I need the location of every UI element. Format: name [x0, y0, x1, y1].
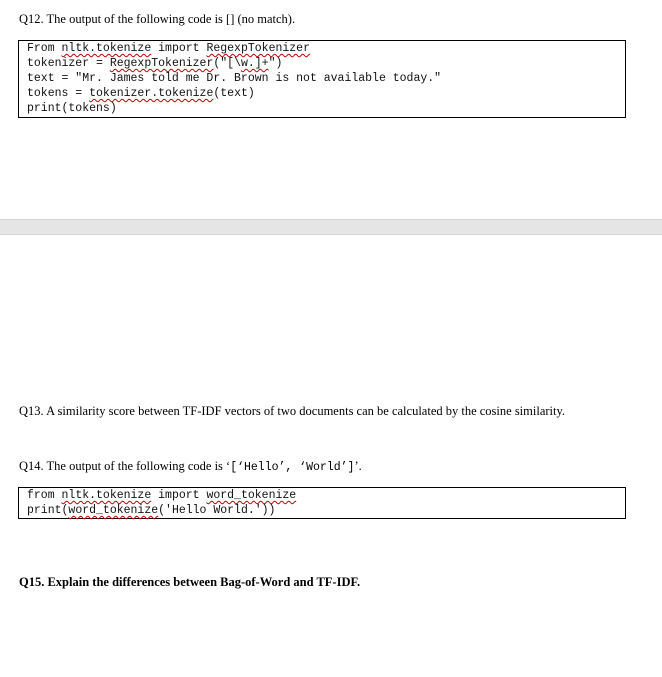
- code-block-q14: [18, 487, 626, 519]
- code-line-1: From nltk.tokenize import RegexpTokenizer: [27, 42, 310, 55]
- code-line-2: print(word_tokenize('Hello World.')): [27, 504, 276, 517]
- question-12-text: Q12. The output of the following code is [] (no match).: [19, 12, 296, 26]
- code-line-4: tokens = tokenizer.tokenize(text): [27, 87, 255, 100]
- question-15-text: Q15. Explain the differences between Bag-of-Word and TF-IDF.: [19, 575, 361, 589]
- question-14-text: Q14. The output of the following code is ‘[‘Hello’, ‘World’]’.: [19, 459, 362, 474]
- question-13-text: Q13. A similarity score between TF-IDF vectors of two documents can be calculated by the cosine similarity.: [19, 404, 566, 418]
- code-line-5: print(tokens): [27, 102, 117, 115]
- page-break-gap: [0, 219, 662, 235]
- code-line-3: text = "Mr. James told me Dr. Brown is not available today.": [27, 72, 442, 85]
- code-block-q12: [18, 40, 626, 118]
- code-line-2: tokenizer = RegexpTokenizer("[\w.]+"): [27, 57, 283, 70]
- inline-code-output: [‘Hello’, ‘World’]: [230, 461, 355, 474]
- code-line-1: from nltk.tokenize import word_tokenize: [27, 489, 297, 502]
